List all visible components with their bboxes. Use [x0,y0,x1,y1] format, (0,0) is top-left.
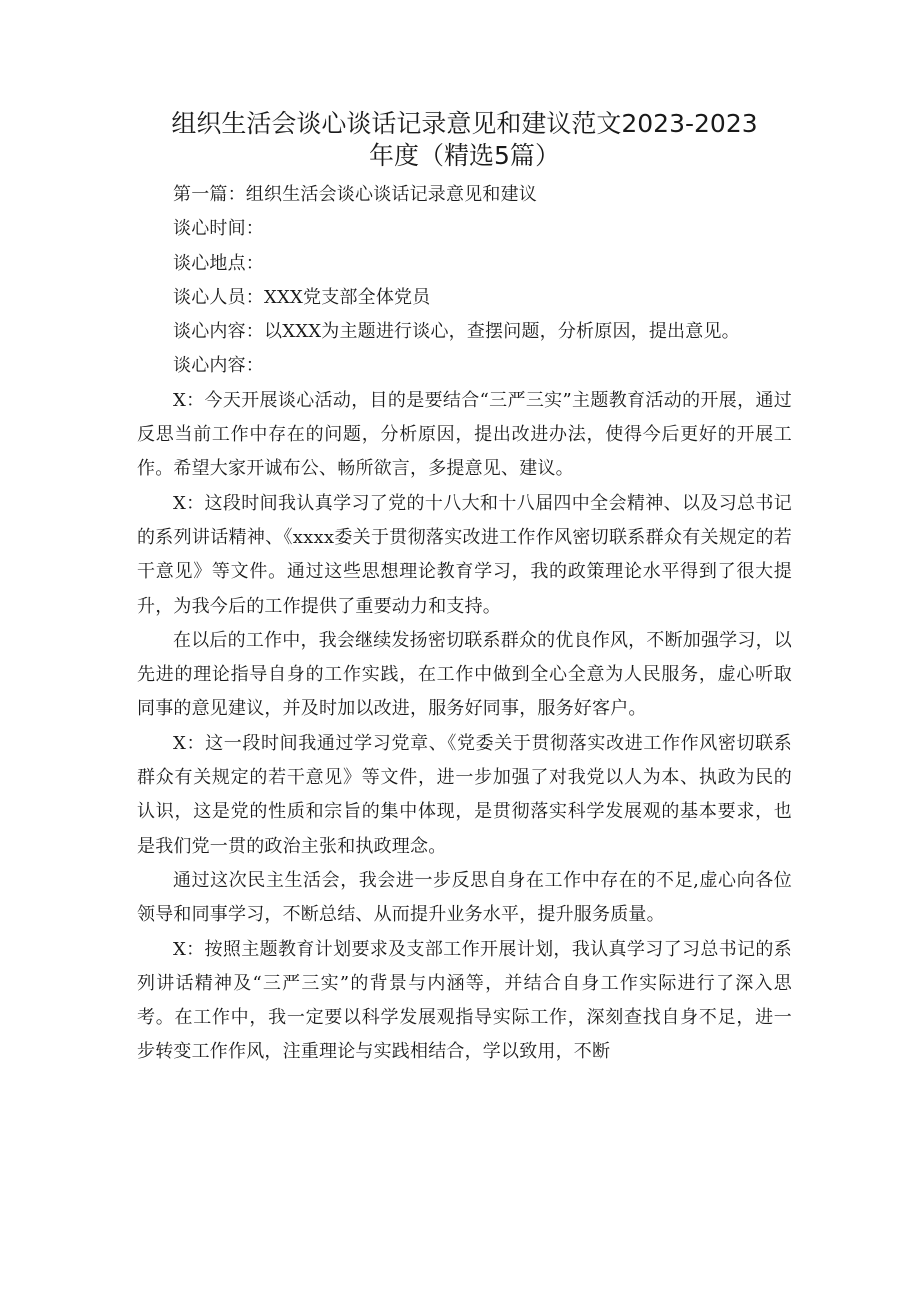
paragraph-statement-4: X：按照主题教育计划要求及支部工作开展计划，我认真学习了习总书记的系列讲话精神及“三严三实”的背景与内涵等，并结合自身工作实际进行了深入思考。在工作中，我一定要以科学发展观指导实际工作，深刻查找自身不足，进一步转变工作作风，注重理论与实践相结合，学以致用，不断 [137,938,792,1063]
paragraph-talk-content-label: 谈心内容： [173,355,264,377]
paragraph-statement-3: X：这一段时间我通过学习党章、《党委关于贯彻落实改进工作作风密切联系群众有关规定的若干意见》等文件，进一步加强了对我党以人为本、执政为民的认识，这是党的性质和宗旨的集中体现，是贯彻落实科学发展观的基本要求，也是我们党一贯的政治主张和执政理念。 [137,732,792,857]
paragraph-statement-2-followup: 在以后的工作中，我会继续发扬密切联系群众的优良作风，不断加强学习，以先进的理论指导自身的工作实践，在工作中做到全心全意为人民服务，虚心听取同事的意见建议，并及时加以改进，服务好同事，服务好客户。 [137,629,792,720]
title-line-1: 组织生活会谈心谈话记录意见和建议范文2023-2023 [171,109,758,138]
title-line-2: 年度（精选5篇） [369,141,560,170]
paragraph-section-heading: 第一篇：组织生活会谈心谈话记录意见和建议 [173,184,537,205]
document-body [137,178,792,1070]
paragraph-talk-location: 谈心地点： [173,252,264,274]
paragraph-talk-participants: 谈心人员：XXX党支部全体党员 [173,286,431,308]
document-title [137,108,792,172]
paragraph-statement-3-followup: 通过这次民主生活会，我会进一步反思自身在工作中存在的不足,虚心向各位领导和同事学习，不断总结、从而提升业务水平，提升服务质量。 [137,869,792,926]
paragraph-talk-time: 谈心时间： [173,218,264,240]
paragraph-talk-content-summary: 谈心内容：以XXX为主题进行谈心，查摆问题，分析原因，提出意见。 [173,321,740,343]
paragraph-statement-2: X：这段时间我认真学习了党的十八大和十八届四中全会精神、以及习总书记的系列讲话精神、《xxxx委关于贯彻落实改进工作作风密切联系群众有关规定的若干意见》等文件。通过这些思想理论教育学习，我的政策理论水平得到了很大提升，为我今后的工作提供了重要动力和支持。 [137,492,792,617]
paragraph-statement-1: X：今天开展谈心活动，目的是要结合“三严三实”主题教育活动的开展，通过反思当前工作中存在的问题，分析原因，提出改进办法，使得今后更好的开展工作。希望大家开诚布公、畅所欲言，多提意见、建议。 [137,389,792,480]
